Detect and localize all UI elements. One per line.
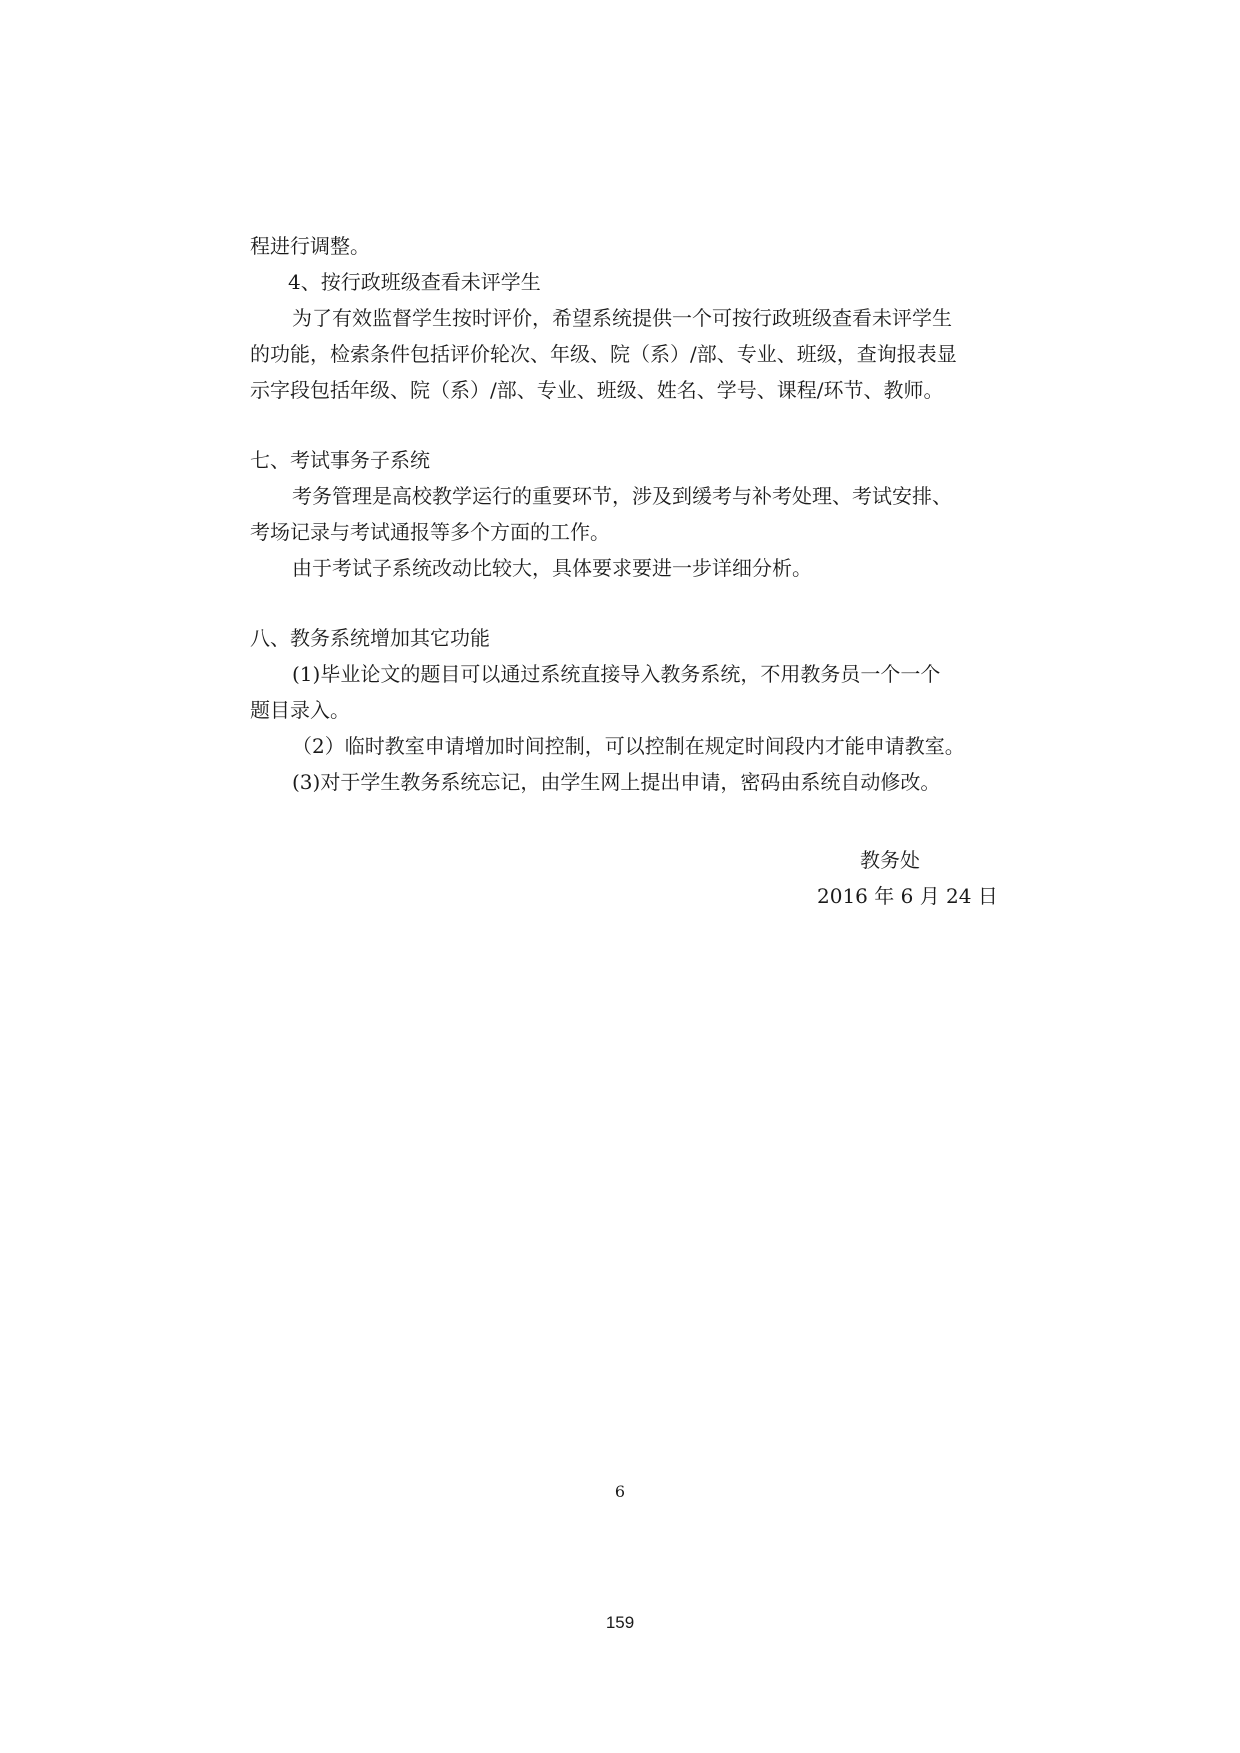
paragraph-spacer [250, 408, 990, 442]
document-body [250, 228, 990, 800]
signature-date: 2016 年 6 月 24 日 [817, 884, 998, 908]
section-8-item-3: (3)对于学生教务系统忘记，由学生网上提出申请，密码由系统自动修改。 [292, 770, 941, 794]
section-7-paragraph-2: 由于考试子系统改动比较大，具体要求要进一步详细分析。 [292, 556, 812, 580]
continuation-text: 程进行调整。 [250, 234, 370, 258]
inner-page-number: 6 [614, 1482, 626, 1501]
section-4-paragraph-line-1: 为了有效监督学生按时评价，希望系统提供一个可按行政班级查看未评学生 [292, 306, 952, 330]
outer-page-number: 159 [605, 1613, 635, 1632]
section-7-paragraph-1-line-2: 考场记录与考试通报等多个方面的工作。 [250, 520, 610, 544]
section-8-item-1-line-2: 题目录入。 [250, 698, 350, 722]
section-4-paragraph-line-2: 的功能，检索条件包括评价轮次、年级、院（系）/部、专业、班级，查询报表显 [250, 342, 957, 366]
section-8-item-1-line-1: (1)毕业论文的题目可以通过系统直接导入教务系统，不用教务员一个一个 [292, 662, 941, 686]
paragraph-spacer [250, 586, 990, 620]
section-4-paragraph-line-3: 示字段包括年级、院（系）/部、专业、班级、姓名、学号、课程/环节、教师。 [250, 378, 944, 402]
section-8-heading: 八、教务系统增加其它功能 [250, 626, 490, 650]
section-8-item-2: （2）临时教室申请增加时间控制，可以控制在规定时间段内才能申请教室。 [292, 734, 965, 758]
section-7-heading: 七、考试事务子系统 [250, 448, 430, 472]
section-4-heading: 4、按行政班级查看未评学生 [288, 270, 541, 294]
section-7-paragraph-1-line-1: 考务管理是高校教学运行的重要环节，涉及到缓考与补考处理、考试安排、 [292, 484, 952, 508]
signature-office: 教务处 [860, 848, 920, 872]
